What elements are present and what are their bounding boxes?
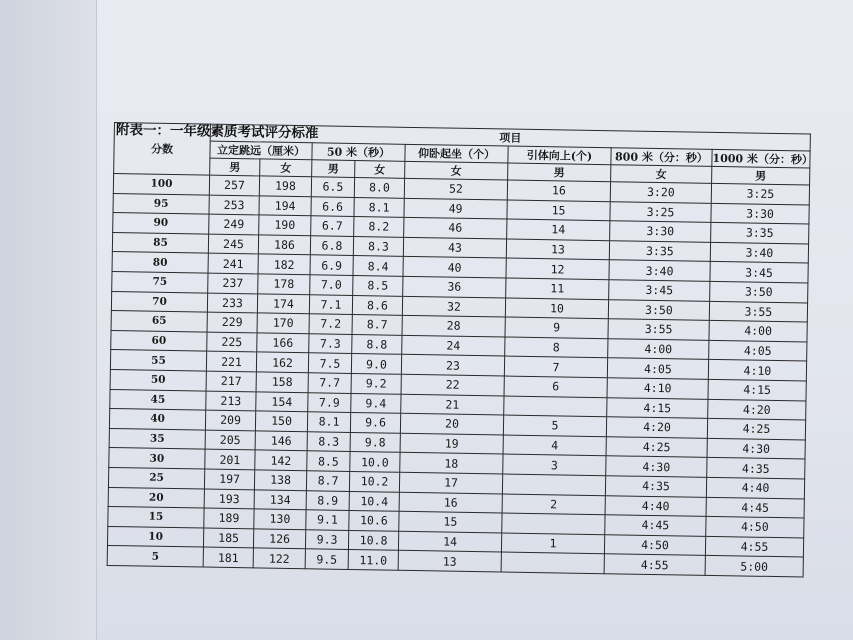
cell-pullup-male: 6 [504,376,607,397]
cell-pullup-male: 3 [503,454,606,475]
cell-sprint-female: 8.1 [354,197,404,217]
cell-jump-male: 249 [209,214,259,234]
cell-score: 70 [111,291,207,312]
cell-jump-female: 126 [253,529,305,549]
cell-run800-female: 4:35 [605,476,706,497]
cell-pullup-male [504,396,607,417]
cell-jump-female: 166 [257,333,309,353]
cell-pullup-male: 4 [503,435,606,456]
cell-jump-male: 181 [203,547,253,567]
cell-score: 50 [110,369,206,390]
cell-score: 35 [109,428,205,449]
cell-score: 5 [107,546,203,567]
cell-jump-female: 174 [257,293,309,313]
cell-pullup-male: 5 [503,415,606,436]
cell-run1000-male: 4:35 [707,458,805,479]
cell-pullup-male: 14 [507,219,610,240]
cell-run800-female: 4:30 [606,456,707,477]
cell-jump-female: 194 [259,196,311,216]
cell-run1000-male: 4:45 [706,497,804,518]
cell-run800-female: 3:35 [609,241,710,262]
cell-jump-female: 130 [254,509,306,529]
cell-score: 80 [112,252,208,273]
cell-score: 100 [113,174,209,195]
cell-situp-female: 18 [400,453,503,474]
cell-run800-female: 4:05 [607,358,708,379]
cell-score: 40 [109,409,205,430]
cell-sprint-female: 9.8 [350,432,400,452]
cell-run800-female: 3:45 [609,280,710,301]
cell-sprint-male: 7.2 [309,314,352,334]
cell-run800-female: 4:50 [604,534,705,555]
cell-situp-female: 49 [404,198,507,219]
cell-sprint-male: 7.0 [310,275,353,295]
cell-jump-female: 178 [258,274,310,294]
cell-run800-female: 3:20 [610,182,711,203]
cell-situp-female: 32 [402,296,505,317]
cell-run1000-male: 3:45 [710,262,808,283]
cell-sprint-male: 9.1 [306,510,349,530]
cell-run800-female: 4:15 [607,397,708,418]
cell-run800-female: 4:20 [606,417,707,438]
cell-run1000-male: 3:35 [711,223,809,244]
cell-pullup-male: 12 [506,258,609,279]
cell-score: 55 [110,350,206,371]
cell-run1000-male: 4:10 [708,360,806,381]
cell-sprint-male: 7.1 [309,294,352,314]
cell-sprint-female: 8.5 [353,275,403,295]
cell-jump-male: 229 [207,312,257,332]
cell-sprint-female: 8.3 [353,236,403,256]
header-run1000: 1000 米（分：秒） [712,149,810,168]
cell-sprint-male: 6.7 [311,216,354,236]
cell-situp-female: 15 [399,511,502,532]
cell-jump-male: 217 [206,371,256,391]
cell-sprint-female: 11.0 [348,550,398,570]
cell-pullup-male: 11 [506,278,609,299]
page-spine [0,0,97,640]
cell-run800-female: 4:25 [606,436,707,457]
header-sprint-female: 女 [355,160,405,178]
cell-pullup-male: 13 [506,239,609,260]
cell-jump-male: 213 [206,391,256,411]
scoring-table [107,122,814,577]
cell-jump-male: 209 [205,410,255,430]
cell-jump-male: 197 [204,469,254,489]
cell-situp-female: 13 [398,551,501,572]
cell-run1000-male: 3:50 [710,281,808,302]
cell-sprint-female: 8.8 [352,334,402,354]
cell-run800-female: 3:40 [609,260,710,281]
cell-jump-male: 189 [204,508,254,528]
cell-sprint-female: 8.2 [354,217,404,237]
cell-jump-female: 138 [254,470,306,490]
cell-run800-female: 3:55 [608,319,709,340]
cell-jump-male: 225 [207,332,257,352]
cell-run1000-male: 4:50 [706,516,804,537]
cell-sprint-female: 8.6 [352,295,402,315]
cell-pullup-male: 7 [504,356,607,377]
cell-run800-female: 3:25 [610,201,711,222]
cell-situp-female: 24 [402,335,505,356]
cell-run800-female: 4:40 [605,495,706,516]
cell-situp-female: 46 [404,218,507,239]
cell-sprint-male: 7.3 [309,334,352,354]
cell-run1000-male: 3:25 [711,183,809,204]
cell-score: 25 [108,467,204,488]
cell-pullup-male: 10 [505,298,608,319]
header-pullup: 引体向上(个) [508,146,611,165]
cell-run800-female: 4:45 [605,515,706,536]
cell-jump-male: 201 [205,449,255,469]
cell-score: 85 [112,232,208,253]
cell-jump-female: 190 [259,215,311,235]
cell-sprint-female: 10.4 [349,491,399,511]
cell-score: 10 [107,526,203,547]
cell-sprint-male: 9.3 [305,529,348,549]
cell-sprint-female: 8.4 [353,256,403,276]
cell-sprint-female: 9.2 [351,373,401,393]
cell-sprint-male: 7.9 [308,392,351,412]
cell-situp-female: 23 [401,355,504,376]
cell-situp-female: 52 [404,178,507,199]
cell-sprint-female: 8.0 [354,177,404,197]
table-body [107,174,809,577]
cell-jump-female: 158 [256,372,308,392]
cell-sprint-female: 9.0 [351,354,401,374]
cell-score: 90 [113,213,209,234]
cell-run1000-male: 4:55 [705,536,803,557]
cell-situp-female: 40 [403,257,506,278]
cell-pullup-male: 8 [505,337,608,358]
header-run800-female: 女 [611,165,712,184]
cell-run800-female: 3:50 [608,299,709,320]
cell-sprint-female: 8.7 [352,315,402,335]
cell-run1000-male: 3:40 [710,242,808,263]
header-jump-male: 男 [210,158,260,176]
cell-jump-male: 257 [209,175,259,195]
cell-sprint-female: 9.6 [350,413,400,433]
cell-run1000-male: 4:00 [709,321,807,342]
cell-sprint-male: 6.6 [311,196,354,216]
header-jump-female: 女 [260,159,312,177]
cell-run1000-male: 4:30 [707,438,805,459]
cell-run1000-male: 4:20 [708,399,806,420]
cell-score: 15 [108,507,204,528]
cell-sprint-male: 8.7 [306,471,349,491]
cell-run1000-male: 4:40 [706,477,804,498]
cell-situp-female: 20 [400,413,503,434]
cell-score: 45 [110,389,206,410]
header-sprint: 50 米（秒） [312,143,405,162]
cell-sprint-male: 6.9 [310,255,353,275]
header-situp-female: 女 [405,161,508,180]
table-title: 附表一：一年级素质考试评分标准 [115,122,319,142]
cell-score: 75 [112,271,208,292]
cell-situp-female: 22 [401,374,504,395]
cell-run1000-male: 4:05 [709,340,807,361]
cell-jump-female: 162 [256,352,308,372]
cell-jump-female: 182 [258,254,310,274]
cell-situp-female: 43 [403,237,506,258]
cell-situp-female: 36 [403,276,506,297]
cell-score: 20 [108,487,204,508]
cell-sprint-male: 7.5 [308,353,351,373]
cell-situp-female: 19 [400,433,503,454]
cell-pullup-male: 2 [502,493,605,514]
cell-run1000-male: 4:15 [708,379,806,400]
cell-sprint-male: 6.8 [310,236,353,256]
cell-jump-male: 245 [208,234,258,254]
cell-pullup-male [502,513,605,534]
cell-jump-female: 198 [259,176,311,196]
cell-jump-male: 241 [208,253,258,273]
header-score: 分数 [114,123,211,176]
header-jump: 立定跳远（厘米） [210,141,312,160]
cell-run800-female: 4:10 [607,378,708,399]
cell-sprint-female: 10.8 [348,530,398,550]
cell-jump-female: 150 [255,411,307,431]
cell-sprint-female: 9.4 [351,393,401,413]
cell-run800-female: 4:00 [608,338,709,359]
cell-run1000-male: 5:00 [705,556,803,577]
cell-situp-female: 21 [401,394,504,415]
cell-situp-female: 28 [402,315,505,336]
header-pullup-male: 男 [508,163,611,182]
cell-pullup-male: 16 [507,180,610,201]
cell-jump-female: 142 [255,450,307,470]
cell-jump-male: 193 [204,489,254,509]
cell-pullup-male: 15 [507,200,610,221]
cell-run800-female: 4:55 [604,554,705,575]
cell-pullup-male [502,474,605,495]
cell-pullup-male: 9 [505,317,608,338]
header-situp: 仰卧起坐（个） [405,144,508,163]
cell-sprint-female: 10.6 [349,511,399,531]
cell-sprint-male: 8.5 [307,451,350,471]
cell-situp-female: 16 [399,492,502,513]
cell-run800-female: 3:30 [610,221,711,242]
cell-pullup-male [501,552,604,573]
score-sheet [107,122,814,577]
header-run1000-male: 男 [712,166,810,185]
cell-jump-female: 186 [258,235,310,255]
cell-jump-male: 185 [203,528,253,548]
cell-jump-female: 122 [253,548,305,568]
cell-run1000-male: 4:25 [707,419,805,440]
cell-sprint-male: 8.9 [306,490,349,510]
cell-pullup-male: 1 [501,533,604,554]
header-sprint-male: 男 [312,160,355,178]
cell-jump-female: 146 [255,431,307,451]
cell-run1000-male: 3:55 [709,301,807,322]
cell-jump-female: 134 [254,489,306,509]
cell-score: 95 [113,193,209,214]
cell-sprint-male: 6.5 [311,177,354,197]
cell-sprint-male: 8.1 [307,412,350,432]
cell-sprint-male: 8.3 [307,431,350,451]
cell-score: 30 [109,448,205,469]
cell-jump-female: 170 [257,313,309,333]
cell-sprint-male: 7.7 [308,373,351,393]
cell-situp-female: 17 [399,472,502,493]
cell-jump-male: 253 [209,195,259,215]
cell-sprint-male: 9.5 [305,549,348,569]
cell-jump-female: 154 [256,391,308,411]
cell-situp-female: 14 [398,531,501,552]
cell-run1000-male: 3:30 [711,203,809,224]
cell-jump-male: 205 [205,430,255,450]
cell-jump-male: 237 [208,273,258,293]
cell-score: 60 [111,330,207,351]
cell-score: 65 [111,311,207,332]
header-run800: 800 米（分：秒） [611,148,712,167]
cell-sprint-female: 10.2 [349,471,399,491]
cell-sprint-female: 10.0 [350,452,400,472]
cell-jump-male: 233 [207,293,257,313]
header-items: 项目 [210,124,810,151]
cell-jump-male: 221 [206,351,256,371]
